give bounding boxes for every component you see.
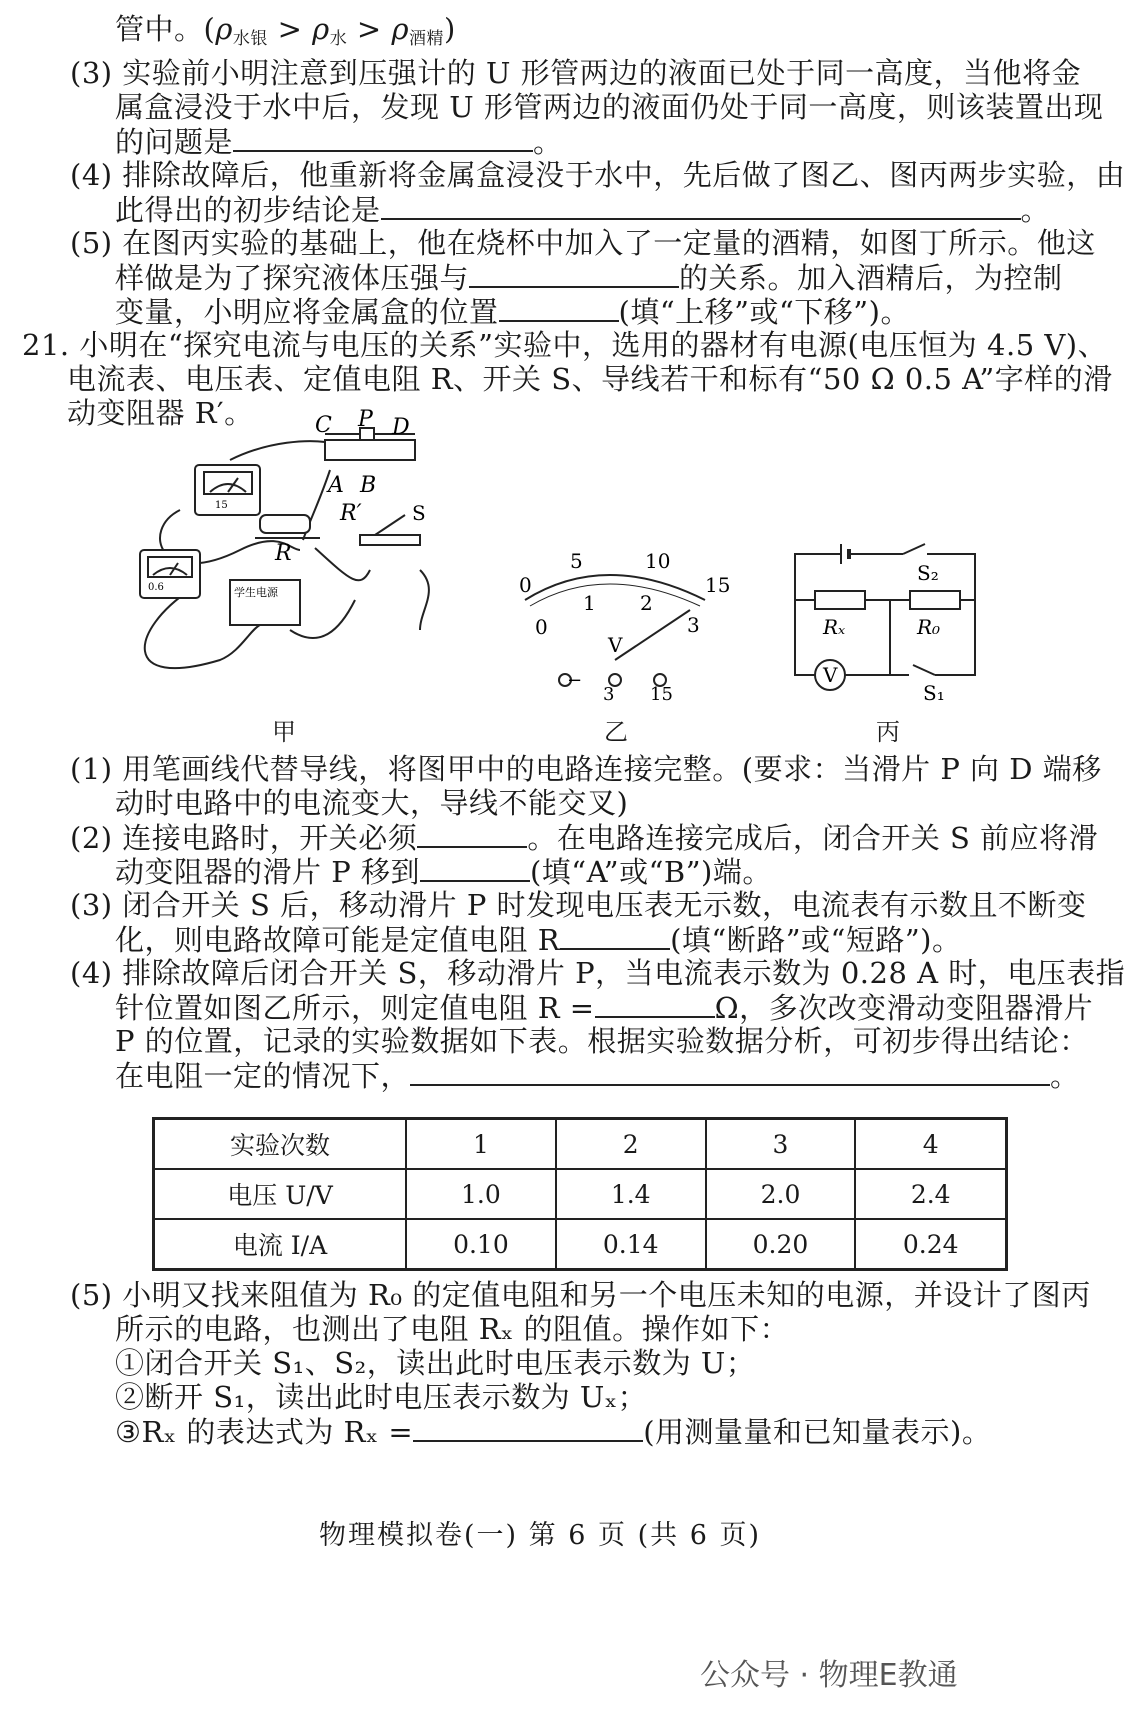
table-cell: 0.10: [406, 1219, 556, 1270]
line-s4d: 在电阻一定的情况下， 。: [115, 1059, 1080, 1093]
figure-bing: [785, 540, 995, 710]
s3b-text1: 化，则电路故障可能是定值电阻 R: [115, 923, 561, 957]
answer-blank[interactable]: [233, 124, 533, 152]
line-s4c: P 的位置，记录的实验数据如下表。根据实验数据分析，可初步得出结论：: [115, 1024, 1089, 1058]
page-footer: 物理模拟卷(一) 第 6 页 (共 6 页): [319, 1520, 761, 1551]
table-cell: 0.20: [706, 1219, 856, 1270]
jia-label-d: D: [392, 415, 410, 440]
figure-jia: [120, 407, 480, 700]
figure-jia-caption: 甲: [272, 718, 296, 746]
yi-bottom-1: 1: [583, 591, 596, 615]
line-s3b: [115, 922, 962, 957]
q5b-text1: 样做是为了探究液体压强与: [115, 261, 470, 295]
s2a-text2: 。在电路连接完成后，闭合开关 S 前应将滑: [527, 821, 1099, 855]
line-s5c: ①闭合开关 S₁、S₂，读出此时电压表示数为 U；: [115, 1346, 756, 1380]
line-q5a: (5) 在图丙实验的基础上，他在烧杯中加入了一定量的酒精，如图丁所示。他这: [70, 226, 1096, 260]
line-s5b: 所示的电路，也测出了电阻 Rₓ 的阻值。操作如下：: [115, 1312, 790, 1346]
s4b-text1: 针位置如图乙所示，则定值电阻 R =: [115, 991, 595, 1025]
q5b-text2: 的关系。加入酒精后，为控制: [679, 261, 1063, 295]
figure-yi: [505, 540, 735, 705]
yi-terminal-3: 3: [603, 684, 615, 705]
jia-label-a: A: [328, 473, 344, 498]
table-cell: 电流 I/A: [154, 1219, 407, 1270]
watermark: 公众号 · 物理E教通: [700, 1658, 958, 1693]
answer-blank[interactable]: [420, 854, 530, 882]
answer-blank[interactable]: [595, 990, 715, 1018]
q3c-text: 的问题是: [115, 125, 234, 159]
jia-label-s: S: [412, 501, 426, 525]
jia-voltmeter-range: 15: [215, 500, 228, 511]
s5e-text2: (用测量量和已知量表示)。: [643, 1415, 992, 1449]
line-q5c: [115, 294, 910, 329]
line-s4b: [115, 990, 1093, 1025]
jia-label-b: B: [360, 473, 377, 498]
table-cell: 1.0: [406, 1169, 556, 1219]
line-p21c: 动变阻器 R′。: [67, 396, 254, 430]
bing-label-v: V: [823, 663, 838, 687]
yi-terminal-15: 15: [650, 684, 673, 705]
figure-bing-caption: 丙: [876, 718, 900, 746]
line-s2b: [115, 854, 772, 889]
line-q3a: (3) 实验前小明注意到压强计的 U 形管两边的液面已处于同一高度，当他将金: [70, 56, 1082, 90]
line-s4a: (4) 排除故障后闭合开关 S，移动滑片 P，当电流表示数为 0.28 A 时，电压表指: [70, 956, 1125, 990]
yi-top-5: 5: [570, 549, 583, 573]
q5c-text1: 变量，小明应将金属盒的位置: [115, 295, 499, 329]
s2b-text1: 动变阻器的滑片 P 移到: [115, 855, 420, 889]
yi-bottom-3: 3: [687, 613, 700, 637]
table-cell: 0.14: [556, 1219, 706, 1270]
jia-ammeter-range: 0.6: [148, 582, 164, 593]
yi-bottom-2: 2: [640, 591, 653, 615]
yi-top-15: 15: [705, 573, 731, 597]
answer-blank[interactable]: [413, 1414, 643, 1442]
answer-blank[interactable]: [417, 820, 527, 848]
table-cell: 2.4: [855, 1169, 1006, 1219]
jia-label-rp: R′: [340, 501, 362, 526]
line-s1a: (1) 用笔画线代替导线，将图甲中的电路连接完整。(要求：当滑片 P 向 D 端移: [70, 752, 1102, 786]
s2b-text2: (填“A”或“B”)端。: [529, 855, 772, 889]
line-s2a: [70, 820, 1098, 855]
line-l0: 管中。$(\rho_{水银} > \rho_水 > \rho_{酒精})$: [115, 12, 456, 49]
line-q4b: 此得出的初步结论是 。: [115, 193, 1051, 227]
s2a-text1: (2) 连接电路时，开关必须: [70, 821, 418, 855]
answer-blank[interactable]: [499, 294, 619, 322]
table-cell: 1.4: [556, 1169, 706, 1219]
yi-terminal-minus: −: [567, 670, 583, 691]
data-table: [152, 1117, 1008, 1271]
table-header-cell: 2: [556, 1119, 706, 1170]
s5e-text1: ③Rₓ 的表达式为 Rₓ =: [115, 1415, 414, 1449]
jia-label-r: R: [275, 541, 292, 566]
s4b-text2: Ω，多次改变滑动变阻器滑片: [714, 991, 1094, 1025]
answer-blank[interactable]: [469, 260, 679, 288]
table-row: [154, 1219, 1007, 1270]
s3b-text2: (填“断路”或“短路”)。: [670, 923, 962, 957]
jia-label-c: C: [315, 413, 332, 438]
line-p21b: 电流表、电压表、定值电阻 R、开关 S、导线若干和标有“50 Ω 0.5 A”字样的滑: [67, 362, 1113, 396]
line-q5b: [115, 260, 1063, 295]
line-s5d: ②断开 S₁，读出此时电压表示数为 Uₓ；: [115, 1380, 648, 1414]
line-q3b: 属盒浸没于水中后，发现 U 形管两边的液面仍处于同一高度，则该装置出现: [115, 90, 1104, 124]
table-cell: 0.24: [855, 1219, 1006, 1270]
line-s1b: 动时电路中的电流变大，导线不能交叉): [115, 786, 629, 820]
answer-blank[interactable]: [410, 1058, 1050, 1086]
yi-label-v: V: [608, 633, 623, 657]
yi-top-10: 10: [645, 549, 671, 573]
answer-blank[interactable]: [381, 192, 1021, 220]
s4d-text: 在电阻一定的情况下，: [115, 1059, 411, 1093]
answer-blank[interactable]: [560, 922, 670, 950]
q4b-text: 此得出的初步结论是: [115, 193, 381, 227]
bing-label-s2: S₂: [917, 561, 939, 585]
table-header-cell: 4: [855, 1119, 1006, 1170]
table-cell: 电压 U/V: [154, 1169, 407, 1219]
table-header-cell: 3: [706, 1119, 856, 1170]
line-s5e: [115, 1414, 991, 1449]
yi-top-0: 0: [519, 573, 532, 597]
table-header-cell: 1: [406, 1119, 556, 1170]
bing-label-r0: R₀: [917, 615, 941, 639]
yi-bottom-0: 0: [535, 615, 548, 639]
line-q4a: (4) 排除故障后，他重新将金属盒浸没于水中，先后做了图乙、图丙两步实验，由: [70, 158, 1125, 192]
table-row: [154, 1169, 1007, 1219]
bing-label-rx: Rₓ: [823, 615, 846, 639]
table-header-cell: 实验次数: [154, 1119, 407, 1170]
line-q3c: 的问题是 。: [115, 125, 563, 159]
figure-yi-caption: 乙: [604, 718, 628, 746]
jia-label-p: P: [358, 407, 373, 432]
line-s3a: (3) 闭合开关 S 后，移动滑片 P 时发现电压表无示数，电流表有示数且不断变: [70, 888, 1087, 922]
jia-supply-label: 学生电源: [234, 586, 278, 599]
bing-label-s1: S₁: [923, 681, 945, 705]
table-cell: 2.0: [706, 1169, 856, 1219]
table-header-row: [154, 1119, 1007, 1170]
q5c-text2: (填“上移”或“下移”)。: [618, 295, 910, 329]
line-p21a: 21. 小明在“探究电流与电压的关系”实验中，选用的器材有电源(电压恒为 4.5 V)、: [22, 328, 1108, 362]
line-s5a: (5) 小明又找来阻值为 R₀ 的定值电阻和另一个电压未知的电源，并设计了图丙: [70, 1278, 1091, 1312]
